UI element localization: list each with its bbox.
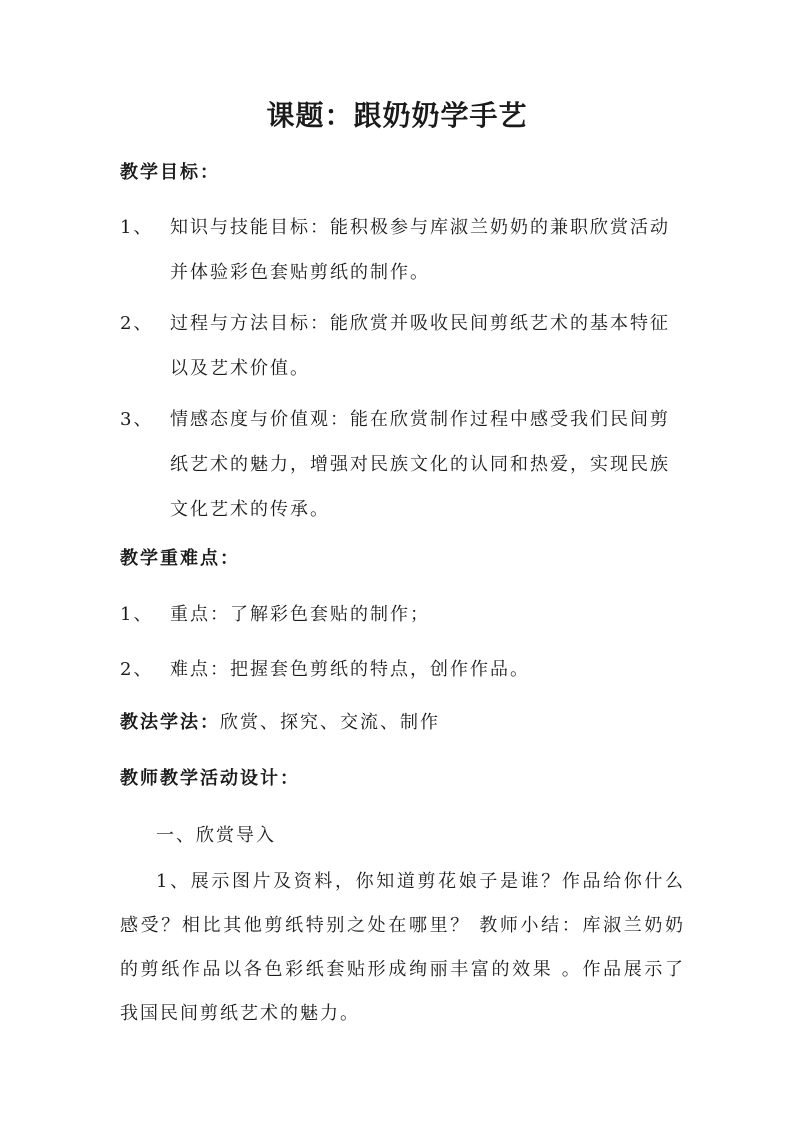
page-title: 课题：跟奶奶学手艺: [266, 99, 528, 132]
key-point-item-1: [120, 592, 690, 637]
activity-paragraph-1: 1、展示图片及资料，你知道剪花娘子是谁？作品给你什么感受？相比其他剪纸特别之处在哪里？ 教师小结：库淑兰奶奶的剪纸作品以各色彩纸套贴形成绚丽丰富的效果 。作品展示了我国民间剪纸艺术的魅力。: [120, 871, 686, 1024]
objectives-heading: 教学目标：: [120, 162, 220, 183]
section-heading-appreciation: 一、欣赏导入: [156, 825, 276, 846]
item-number: 1、: [120, 604, 154, 625]
item-number: 1、: [120, 217, 154, 238]
item-text: 情感态度与价值观：能在欣赏制作过程中感受我们民间剪纸艺术的魅力，增强对民族文化的认同和热爱，实现民族文化艺术的传承。: [170, 409, 670, 520]
methods-label: 教法学法：: [120, 712, 220, 733]
key-points-heading: 教学重难点：: [120, 548, 240, 569]
item-text: 重点：了解彩色套贴的制作；: [170, 604, 430, 625]
methods-value: 欣赏、探究、交流、制作: [220, 712, 440, 733]
objective-item-3: [120, 397, 690, 532]
objective-item-2: [120, 301, 690, 391]
item-text: 知识与技能目标：能积极参与库淑兰奶奶的兼职欣赏活动并体验彩色套贴剪纸的制作。: [170, 217, 670, 283]
item-number: 3、: [120, 409, 154, 430]
item-text: 难点：把握套色剪纸的特点，创作作品。: [170, 659, 530, 680]
activities-heading: 教师教学活动设计：: [120, 768, 300, 789]
key-point-item-2: [120, 647, 690, 692]
item-text: 过程与方法目标：能欣赏并吸收民间剪纸艺术的基本特征以及艺术价值。: [170, 313, 670, 379]
objective-item-1: [120, 205, 690, 295]
item-number: 2、: [120, 313, 154, 334]
item-number: 2、: [120, 659, 154, 680]
methods-line: [120, 708, 440, 738]
